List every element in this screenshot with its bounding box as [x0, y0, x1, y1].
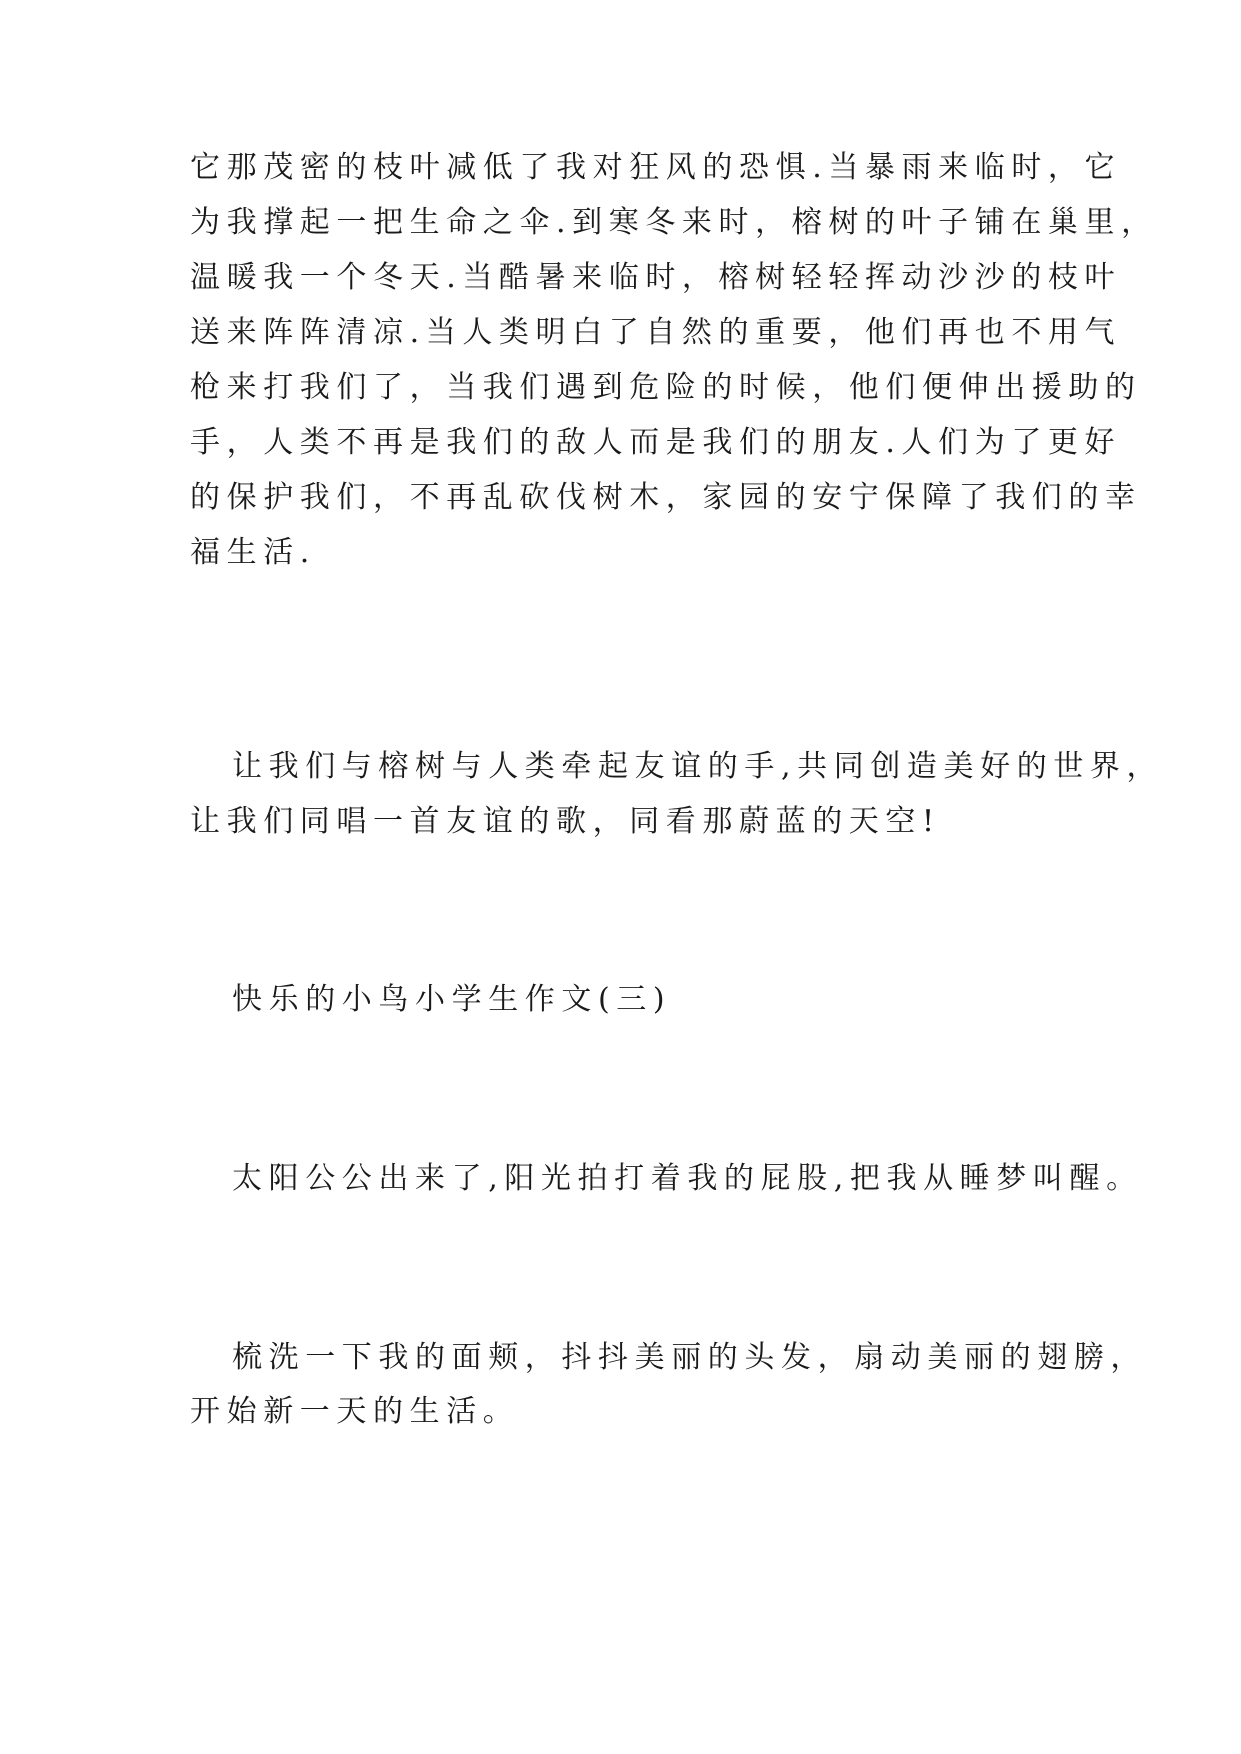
section-title: 快乐的小鸟小学生作文(三) — [232, 982, 672, 1017]
paragraph-line: 开始新一天的生活。 — [190, 1394, 520, 1429]
paragraph-line: 它那茂密的枝叶减低了我对狂风的恐惧.当暴雨来临时，它 — [190, 150, 1122, 185]
paragraph-line: 手，人类不再是我们的敌人而是我们的朋友.人们为了更好 — [190, 425, 1122, 460]
paragraph-line: 让我们同唱一首友谊的歌，同看那蔚蓝的天空! — [190, 804, 941, 839]
paragraph-line: 温暖我一个冬天.当酷暑来临时，榕树轻轻挥动沙沙的枝叶 — [190, 260, 1122, 295]
paragraph-line: 福生活. — [190, 535, 316, 570]
paragraph-line: 让我们与榕树与人类牵起友谊的手,共同创造美好的世界， — [232, 749, 1164, 784]
paragraph-line: 太阳公公出来了,阳光拍打着我的屁股,把我从睡梦叫醒。 — [232, 1161, 1143, 1196]
paragraph-line: 梳洗一下我的面颊，抖抖美丽的头发，扇动美丽的翅膀， — [232, 1340, 1147, 1375]
paragraph-line: 为我撑起一把生命之伞.到寒冬来时，榕树的叶子铺在巢里， — [190, 205, 1158, 240]
paragraph-line: 枪来打我们了，当我们遇到危险的时候，他们便伸出援助的 — [190, 370, 1142, 405]
paragraph-line: 的保护我们，不再乱砍伐树木，家园的安宁保障了我们的幸 — [190, 480, 1142, 515]
paragraph-line: 送来阵阵清凉.当人类明白了自然的重要，他们再也不用气 — [190, 315, 1122, 350]
